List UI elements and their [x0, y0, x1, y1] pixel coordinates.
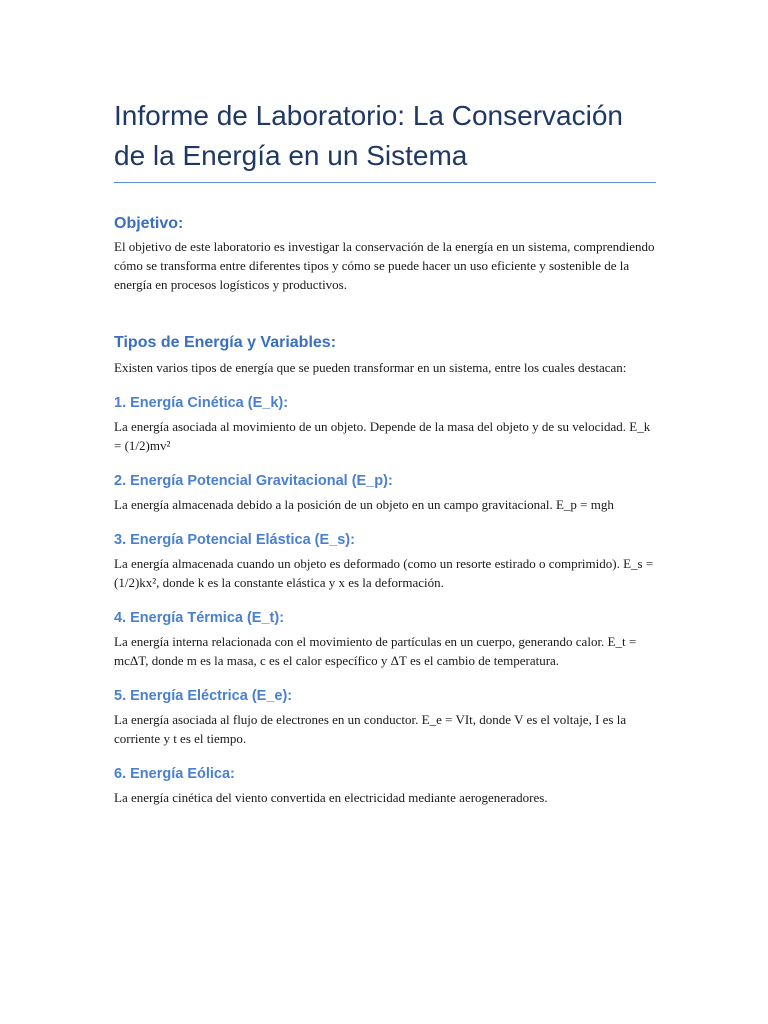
energia-item-termica [114, 608, 656, 670]
energia-text: La energía asociada al movimiento de un objeto. Depende de la masa del objeto y de su velocidad. E_k = (1/2)mv² [114, 419, 651, 453]
document-page [114, 96, 656, 823]
energia-heading: 6. Energía Eólica: [114, 766, 235, 782]
tipos-intro: Existen varios tipos de energía que se pueden transformar en un sistema, entre los cuales destacan: [114, 360, 627, 375]
tipos-heading: Tipos de Energía y Variables: [114, 334, 337, 351]
section-objetivo [114, 213, 656, 294]
energia-item-potencial-elastica [114, 530, 656, 592]
energia-text: La energía interna relacionada con el movimiento de partículas en un cuerpo, generando calor. E_t = mcΔT, donde m es la masa, c es el calor específico y ΔT es el cambio de temperatura. [114, 634, 637, 668]
energia-text: La energía asociada al flujo de electrones en un conductor. E_e = VIt, donde V es el voltaje, I es la corriente y t es el tiempo. [114, 712, 627, 746]
objetivo-text: El objetivo de este laboratorio es investigar la conservación de la energía en un sistema, comprendiendo cómo se transforma entre diferentes tipos y cómo se puede hacer un uso eficiente y sostenible de la energía en procesos logísticos y productivos. [114, 239, 655, 292]
energia-item-potencial-gravitacional [114, 471, 656, 514]
energia-heading: 4. Energía Térmica (E_t): [114, 610, 285, 626]
energia-heading: 3. Energía Potencial Elástica (E_s): [114, 532, 355, 548]
energia-text: La energía almacenada cuando un objeto es deformado (como un resorte estirado o comprimido). E_s = (1/2)kx², donde k es la constante elástica y x es la deformación. [114, 556, 654, 590]
energia-text: La energía cinética del viento convertida en electricidad mediante aerogeneradores. [114, 790, 548, 805]
objetivo-heading: Objetivo: [114, 215, 184, 232]
energia-heading: 1. Energía Cinética (E_k): [114, 395, 289, 411]
energia-heading: 2. Energía Potencial Gravitacional (E_p): [114, 473, 393, 489]
title-divider [114, 182, 656, 183]
energia-item-electrica [114, 686, 656, 748]
energia-heading: 5. Energía Eléctrica (E_e): [114, 688, 293, 704]
section-tipos [114, 332, 656, 377]
energia-text: La energía almacenada debido a la posición de un objeto en un campo gravitacional. E_p = mgh [114, 497, 614, 512]
energia-item-eolica [114, 764, 656, 807]
energia-item-cinetica [114, 393, 656, 455]
document-title: Informe de Laboratorio: La Conservación de la Energía en un Sistema [114, 100, 623, 171]
